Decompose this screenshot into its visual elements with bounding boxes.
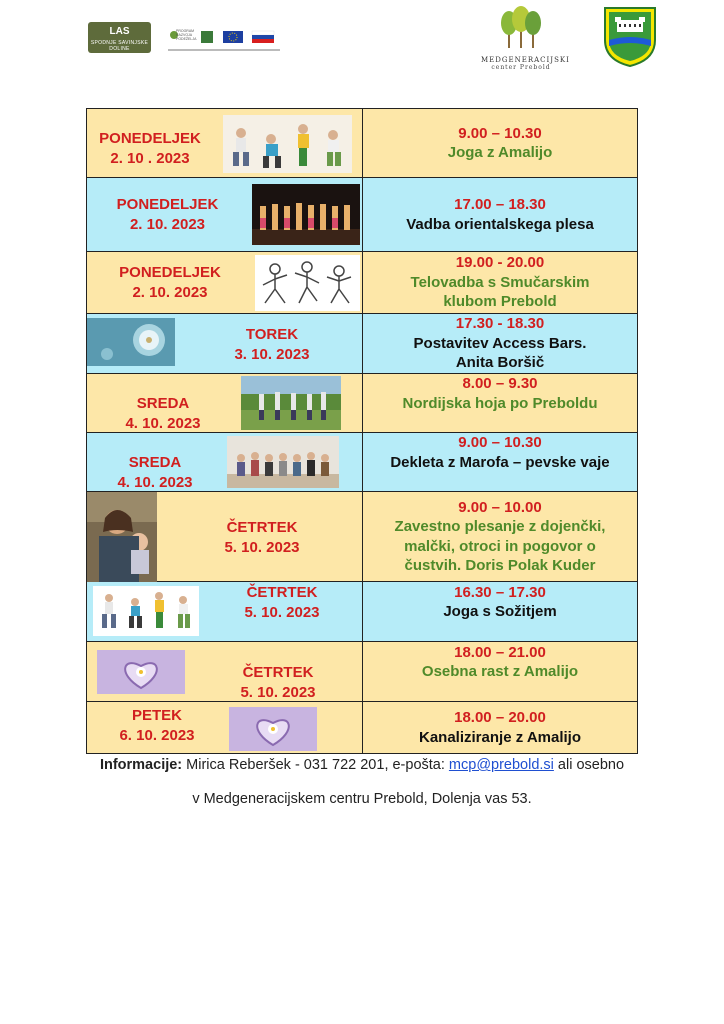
event-cell — [363, 178, 638, 252]
mcp-logo-line2: center Prebold — [491, 64, 551, 71]
day-date: 4. 10. 2023 — [125, 414, 201, 432]
day-label — [103, 394, 223, 433]
prebold-crest-icon — [603, 6, 657, 68]
exercise-sketch-image — [255, 255, 360, 311]
event-title: Zavestno plesanje z dojenčki, — [394, 518, 606, 535]
day-label — [97, 706, 217, 745]
event-title: Vadba orientalskega plesa — [406, 215, 594, 233]
day-name: TOREK — [245, 326, 299, 343]
day-cell — [87, 433, 363, 492]
las-logo — [88, 22, 151, 53]
event-title: klubom Prebold — [443, 293, 557, 311]
event-title: Postavitev Access Bars. — [413, 334, 587, 352]
schedule-table — [86, 108, 638, 754]
day-cell — [87, 582, 363, 642]
day-date: 2. 10 . 2023 — [110, 149, 190, 167]
table-row — [87, 433, 638, 492]
yoga-cartoon-image — [93, 586, 199, 636]
event-cell — [363, 492, 638, 582]
day-label — [217, 583, 347, 622]
day-cell — [87, 314, 363, 374]
event-time: 17.30 - 18.30 — [455, 315, 545, 333]
day-date: 4. 10. 2023 — [117, 473, 193, 491]
trees-icon — [499, 6, 543, 50]
day-cell — [87, 374, 363, 433]
heart-flower-image — [97, 650, 185, 694]
event-title: Joga z Amalijo — [447, 144, 553, 161]
event-time: 8.00 – 9.30 — [462, 375, 538, 392]
event-title: Telovadba s Smučarskim — [410, 273, 590, 291]
day-date: 5. 10. 2023 — [244, 603, 320, 621]
event-cell — [363, 252, 638, 314]
day-name: ČETRTEK — [246, 584, 318, 601]
day-label — [213, 663, 343, 702]
table-row — [87, 374, 638, 433]
day-cell — [87, 492, 363, 582]
event-title: Dekleta z Marofa – pevske vaje — [390, 453, 610, 471]
event-title: Nordijska hoja po Preboldu — [402, 394, 598, 412]
info-line-1 — [0, 757, 724, 773]
event-cell — [363, 433, 638, 492]
event-cell — [363, 109, 638, 178]
email-link[interactable]: mcp@prebold.si — [448, 757, 554, 773]
day-name: PONEDELJEK — [99, 130, 201, 147]
event-time: 9.00 – 10.30 — [458, 434, 542, 451]
event-title: Anita Boršič — [455, 354, 545, 372]
mcp-logo — [481, 6, 570, 74]
event-time: 18.00 – 20.00 — [454, 709, 546, 726]
day-cell — [87, 642, 363, 702]
day-name: SREDA — [136, 395, 190, 412]
oriental-dance-photo — [252, 184, 360, 245]
event-cell — [363, 374, 638, 433]
day-label — [91, 129, 209, 168]
event-cell — [363, 642, 638, 702]
day-date: 2. 10. 2023 — [129, 215, 206, 233]
table-row — [87, 109, 638, 178]
table-row — [87, 582, 638, 642]
day-label — [105, 263, 235, 302]
day-label — [105, 195, 230, 234]
table-row — [87, 314, 638, 374]
table-row — [87, 252, 638, 314]
day-cell — [87, 702, 363, 754]
mcp-logo-line1: MEDGENERACIJSKI — [481, 56, 570, 64]
singing-group-photo — [227, 436, 339, 488]
day-cell — [87, 178, 363, 252]
info-contact: Mirica Reberšek - 031 722 201, e-pošta: — [182, 757, 449, 773]
day-name: PONEDELJEK — [116, 196, 219, 213]
table-row — [87, 702, 638, 754]
event-cell — [363, 582, 638, 642]
table-row — [87, 178, 638, 252]
day-name: PETEK — [131, 707, 182, 724]
event-time: 19.00 - 20.00 — [455, 254, 545, 272]
day-label — [207, 325, 337, 364]
info-label: Informacije: — [99, 757, 183, 773]
day-label — [197, 518, 327, 557]
day-name: ČETRTEK — [226, 519, 298, 536]
event-time: 17.00 – 18.30 — [454, 196, 546, 213]
yoga-cartoon-image — [223, 115, 352, 173]
nordic-walking-photo — [241, 376, 341, 430]
table-row — [87, 492, 638, 582]
event-title: Kanaliziranje z Amalijo — [419, 728, 581, 746]
day-label — [93, 453, 217, 492]
day-date: 2. 10. 2023 — [132, 283, 208, 301]
day-date: 6. 10. 2023 — [119, 726, 195, 744]
event-time: 16.30 – 17.30 — [454, 583, 546, 601]
day-date: 5. 10. 2023 — [240, 683, 316, 701]
day-cell — [87, 252, 363, 314]
table-row — [87, 642, 638, 702]
day-cell — [87, 109, 363, 178]
event-time: 9.00 – 10.30 — [458, 124, 542, 142]
day-name: SREDA — [128, 454, 182, 471]
day-name: ČETRTEK — [242, 664, 314, 681]
heart-flower-image — [229, 707, 317, 751]
day-date: 3. 10. 2023 — [234, 345, 310, 363]
info-line-2: v Medgeneracijskem centru Prebold, Dolenja vas 53. — [192, 791, 532, 807]
event-title: malčki, otroci in pogovor o — [404, 537, 596, 555]
dandelion-photo — [87, 318, 175, 366]
event-time: 18.00 – 21.00 — [454, 643, 546, 661]
mother-child-photo — [87, 492, 157, 582]
event-time: 9.00 – 10.00 — [458, 498, 542, 516]
event-cell — [363, 702, 638, 754]
event-title: čustvih. Doris Polak Kuder — [404, 557, 596, 574]
program-logo-label: PROGRAM RAZVOJA PODEŽELJA — [176, 29, 197, 41]
las-logo-subtitle: SPODNJE SAVINJSKE DOLINE — [90, 40, 149, 52]
las-logo-title: LAS — [109, 26, 130, 37]
day-date: 5. 10. 2023 — [224, 538, 300, 556]
event-cell — [363, 314, 638, 374]
event-title: Osebna rast z Amalijo — [421, 663, 579, 680]
info-after-email: ali osebno — [553, 757, 625, 773]
event-title: Joga s Sožitjem — [443, 603, 557, 620]
day-name: PONEDELJEK — [119, 264, 221, 281]
